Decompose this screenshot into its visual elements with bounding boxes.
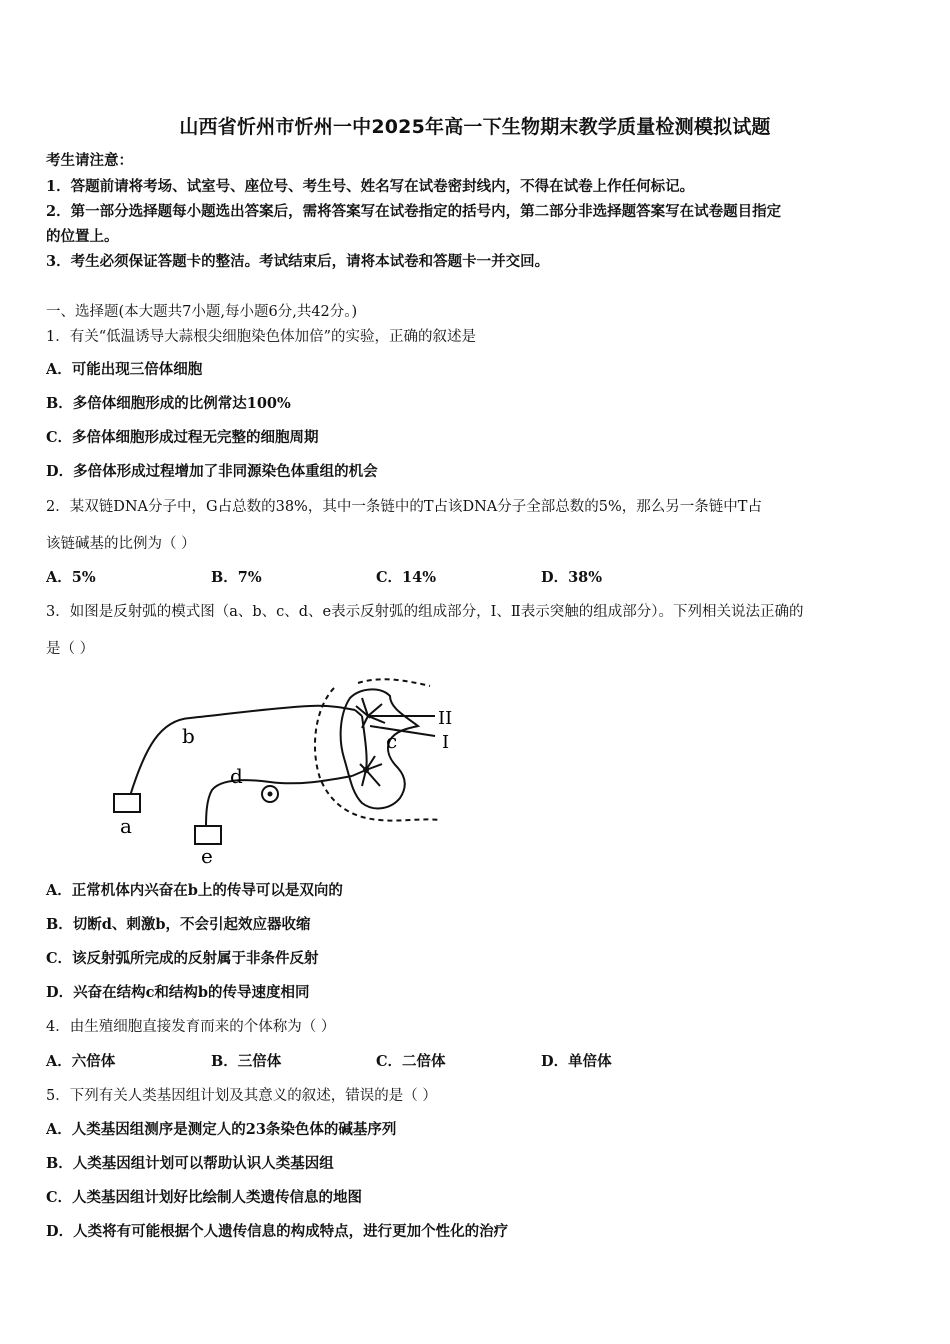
q4-option-a: A．六倍体	[46, 1053, 116, 1070]
diagram-label-d: d	[230, 764, 243, 788]
q3-option-b: B．切断d、刺激b，不会引起效应器收缩	[46, 916, 311, 933]
q1-option-d: D．多倍体形成过程增加了非同源染色体重组的机会	[46, 463, 378, 480]
q4-option-d: D．单倍体	[541, 1053, 612, 1070]
diagram-label-e: e	[201, 844, 213, 868]
q5-option-d: D．人类将有可能根据个人遗传信息的构成特点，进行更加个性化的治疗	[46, 1223, 509, 1240]
q2-option-d: D．38%	[541, 569, 603, 586]
notice-item-1: 1．答题前请将考场、试室号、座位号、考生号、姓名写在试卷密封线内，不得在试卷上作任何标记。	[46, 178, 695, 195]
q2-stem-cont: 该链碱基的比例为（ ）	[46, 536, 196, 552]
section-heading: 一、选择题(本大题共7小题,每小题6分,共42分。)	[46, 304, 358, 320]
q1-option-b: B．多倍体细胞形成的比例常达100%	[46, 395, 291, 412]
q2-option-c: C．14%	[376, 569, 436, 586]
reflex-arc-diagram	[100, 668, 480, 868]
diagram-label-i: I	[442, 732, 450, 753]
diagram-label-b: b	[182, 724, 195, 748]
notice-item-2-cont: 的位置上。	[46, 228, 119, 245]
q4-stem: 4．由生殖细胞直接发育而来的个体称为（ ）	[46, 1019, 336, 1035]
diagram-label-c: c	[386, 729, 398, 753]
q1-stem: 1．有关“低温诱导大蒜根尖细胞染色体加倍”的实验，正确的叙述是	[46, 329, 477, 345]
q4-option-b: B．三倍体	[211, 1053, 282, 1070]
q1-option-c: C．多倍体细胞形成过程无完整的细胞周期	[46, 429, 319, 446]
page-title: 山西省忻州市忻州一中2025年高一下生物期末教学质量检测模拟试题	[179, 116, 771, 138]
q3-stem-cont: 是（ ）	[46, 641, 95, 657]
q4-option-c: C．二倍体	[376, 1053, 446, 1070]
q3-option-d: D．兴奋在结构c和结构b的传导速度相同	[46, 984, 310, 1001]
notice-item-3: 3．考生必须保证答题卡的整洁。考试结束后，请将本试卷和答题卡一并交回。	[46, 253, 550, 270]
q2-option-b: B．7%	[211, 569, 262, 586]
q5-option-b: B．人类基因组计划可以帮助认识人类基因组	[46, 1155, 334, 1172]
q2-stem: 2．某双链DNA分子中，G占总数的38%，其中一条链中的T占该DNA分子全部总数的5%，那么另一条链中T占	[46, 499, 762, 515]
diagram-label-a: a	[120, 814, 132, 838]
q3-stem: 3．如图是反射弧的模式图（a、b、c、d、e表示反射弧的组成部分，Ⅰ、Ⅱ表示突触的组成部分）。下列相关说法正确的	[46, 604, 804, 620]
q5-option-c: C．人类基因组计划好比绘制人类遗传信息的地图	[46, 1189, 363, 1206]
notice-heading: 考生请注意：	[46, 152, 133, 169]
diagram-label-ii: II	[438, 708, 453, 729]
q5-option-a: A．人类基因组测序是测定人的23条染色体的碱基序列	[46, 1121, 397, 1138]
q2-option-a: A．5%	[46, 569, 96, 586]
q5-stem: 5．下列有关人类基因组计划及其意义的叙述，错误的是（ ）	[46, 1088, 437, 1104]
notice-item-2: 2．第一部分选择题每小题选出答案后，需将答案写在试卷指定的括号内，第二部分非选择题答案写在试卷题目指定	[46, 203, 782, 220]
q3-option-c: C．该反射弧所完成的反射属于非条件反射	[46, 950, 319, 967]
q3-option-a: A．正常机体内兴奋在b上的传导可以是双向的	[46, 882, 343, 899]
q1-option-a: A．可能出现三倍体细胞	[46, 361, 203, 378]
